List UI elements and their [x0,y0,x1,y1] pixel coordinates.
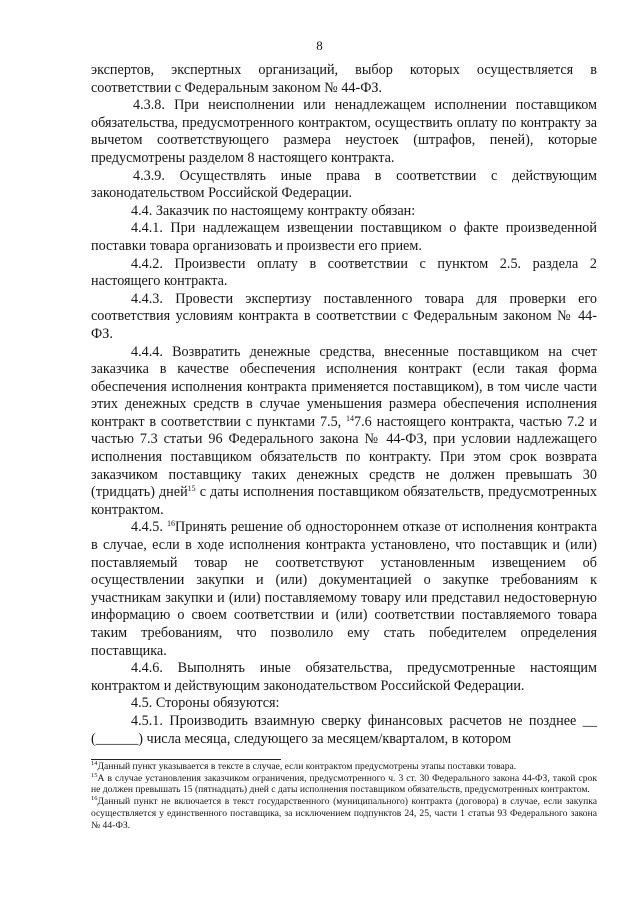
footnote-mark: 15 [91,771,98,779]
paragraph-4-4-3: 4.4.3. Провести экспертизу поставленного товара для проверки его соответствия условиям контракта в соответствии с Федеральным законом № 44-ФЗ. [91,290,597,342]
footnote-separator [91,759,281,760]
footnotes [91,761,597,831]
paragraph-text: 7.6 настоящего контракта, частью 7.2 и частью 7.3 статьи 96 Федерального закона № 44-ФЗ, при условии надлежащего исполнения поставщиком обязательств по контракту. При этом срок возврата заказчиком поставщику таких денежных средств не должен превышать 30 (тридцать) дней [91,413,597,501]
paragraph-4-4-4 [91,344,597,520]
footnote-ref-16: 16 [167,519,176,529]
paragraph-4-5: 4.5. Стороны обязуются: [131,695,280,712]
paragraph-4-5-1: 4.5.1. Производить взаимную сверку финансовых расчетов не позднее __ (______) числа месяца, следующего за месяцем/кварталом, в котором [91,712,597,747]
paragraph-4-4: 4.4. Заказчик по настоящему контракту обязан: [131,202,416,219]
footnote-text: А в случае установления заказчиком ограничения, предусмотренного ч. 3 ст. 30 Федерального закона 44-ФЗ, такой срок не должен превышать 15 (пятнадцать) дней с даты исполнения поставщиком обязательств, предусмотренных контрактом. [91,772,597,796]
paragraph-text: с даты исполнения поставщиком обязательств, предусмотренных контрактом. [91,484,597,518]
paragraph-4-3-8: 4.3.8. При неисполнении или ненадлежащем исполнении поставщиком обязательства, предусмотренного контрактом, осуществить оплату по контракту за вычетом соответствующего размера неустоек (штрафов, пеней), которые предусмотрены разделом 8 настоящего контракта. [91,97,597,166]
footnote-15 [91,773,597,796]
paragraph-text: 4.4.4. Возвратить денежные средства, внесенные поставщиком на счет заказчика в качестве обеспечения исполнения контракт (если такая форма обеспечения исполнения контракта применяется поставщиком), в том числе части этих денежных средств в случае уменьшения размера обеспечения исполнения контракт в соответствии с пунктами 7.5, [91,343,597,430]
page-number: 8 [316,38,323,53]
paragraph-4-4-2: 4.4.2. Произвести оплату в соответствии с пунктом 2.5. раздела 2 настоящего контракта. [91,255,597,290]
footnote-ref-14: 14 [346,413,355,423]
footnote-text: Данный пункт указывается в тексте в случае, если контрактом предусмотрены этапы поставки товара. [97,761,517,772]
paragraph-continuation: экспертов, экспертных организаций, выбор которых осуществляется в соответствии с Федеральным законом № 44-ФЗ. [91,62,597,96]
paragraph-4-4-1: 4.4.1. При надлежащем извещении поставщиком о факте произведенной поставки товара организовать и произвести его прием. [91,220,597,254]
contract-body [91,62,597,748]
footnote-mark: 16 [91,795,98,803]
footnote-16 [91,796,597,831]
footnote-mark: 14 [91,760,98,767]
paragraph-text: 4.4.5. [131,519,168,536]
footnote-ref-15: 15 [187,484,196,494]
paragraph-4-4-5 [91,519,597,660]
paragraph-4-3-9: 4.3.9. Осуществлять иные права в соответствии с действующим законодательством Российской Федерации. [91,167,597,202]
paragraph-4-4-6: 4.4.6. Выполнять иные обязательства, предусмотренные настоящим контрактом и действующим законодательством Российской Федерации. [91,660,597,694]
footnote-14 [91,761,597,773]
paragraph-text: Принять решение об одностороннем отказе от исполнения контракта в случае, если в ходе исполнения контракта установлено, что поставщик и (или) поставляемый товар не соответствуют установленным извещением об осуществлении закупки и (или) документацией о закупке требованиям к участникам закупки и (или) поставляемому товару или представил недостоверную информацию о своем соответствии и (или) соответствии поставляемого товара таким требованиям, что позволило ему стать победителем определения поставщика. [91,519,598,659]
footnote-text: Данный пункт не включается в текст государственного (муниципального) контракта (договора) в случае, если закупка осуществляется у единственного поставщика, за исключением подпунктов 24, 25, части 1 статьи 93 Федерального закона № 44-ФЗ. [91,796,597,831]
